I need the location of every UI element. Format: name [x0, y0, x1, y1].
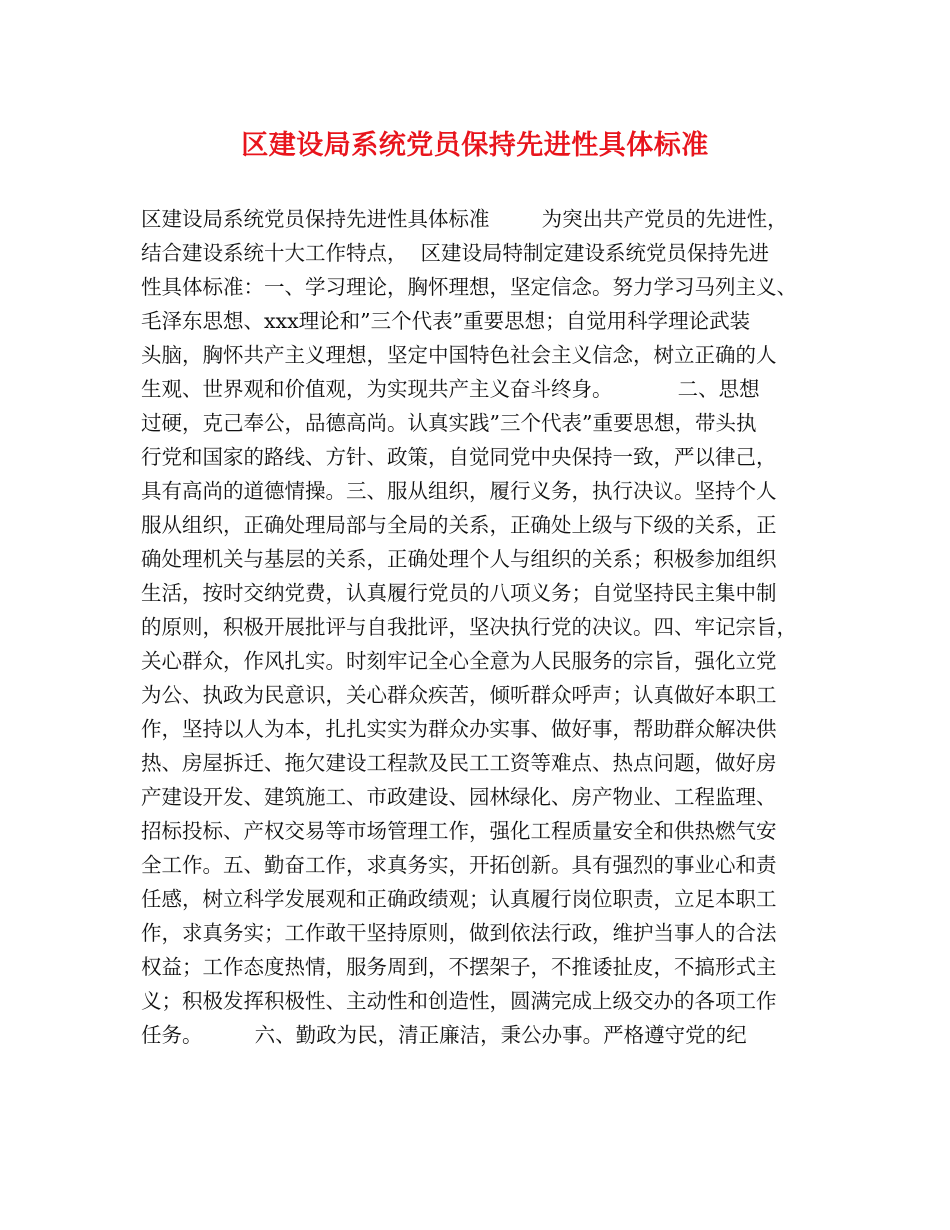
body-line: 产建设开发、建筑施工、市政建设、园林绿化、房产物业、工程监理、 — [141, 785, 777, 809]
document-body — [141, 202, 841, 1052]
body-line: 区建设局系统党员保持先进性具体标准 为突出共产党员的先进性， — [141, 207, 788, 231]
body-line: 招标投标、产权交易等市场管理工作，强化工程质量安全和供热燃气安 — [141, 819, 777, 843]
body-line: 头脑，胸怀共产主义理想，坚定中国特色社会主义信念，树立正确的人 — [141, 343, 777, 367]
body-line: 结合建设系统十大工作特点， 区建设局特制定建设系统党员保持先进 — [141, 241, 770, 265]
body-line: 作，求真务实；工作敢干坚持原则，做到依法行政，维护当事人的合法 — [141, 921, 777, 945]
body-line: 生活，按时交纳党费，认真履行党员的八项义务；自觉坚持民主集中制 — [141, 581, 777, 605]
body-line: 任感，树立科学发展观和正确政绩观；认真履行岗位职责，立足本职工 — [141, 887, 777, 911]
body-line: 的原则，积极开展批评与自我批评，坚决执行党的决议。四、牢记宗旨， — [141, 615, 797, 639]
body-line: 过硬，克己奉公，品德高尚。认真实践”三个代表”重要思想，带头执 — [141, 411, 757, 435]
body-line: 毛泽东思想、xxx理论和”三个代表”重要思想；自觉用科学理论武装 — [141, 309, 751, 333]
body-line: 关心群众，作风扎实。时刻牢记全心全意为人民服务的宗旨，强化立党 — [141, 649, 777, 673]
body-line: 任务。 六、勤政为民，清正廉洁，秉公办事。严格遵守党的纪 — [141, 1023, 747, 1047]
body-line: 为公、执政为民意识，关心群众疾苦，倾听群众呼声；认真做好本职工 — [141, 683, 777, 707]
body-line: 行党和国家的路线、方针、政策，自觉同党中央保持一致，严以律己， — [141, 445, 777, 469]
body-line: 热、房屋拆迁、拖欠建设工程款及民工工资等难点、热点问题，做好房 — [141, 751, 777, 775]
body-line: 权益；工作态度热情，服务周到，不摆架子，不推诿扯皮，不搞形式主 — [141, 955, 777, 979]
body-line: 具有高尚的道德情操。三、服从组织，履行义务，执行决议。坚持个人 — [141, 479, 777, 503]
body-line: 义；积极发挥积极性、主动性和创造性，圆满完成上级交办的各项工作 — [141, 989, 777, 1013]
body-line: 全工作。五、勤奋工作，求真务实，开拓创新。具有强烈的事业心和责 — [141, 853, 777, 877]
body-line: 作，坚持以人为本，扎扎实实为群众办实事、做好事，帮助群众解决供 — [141, 717, 777, 741]
document-title: 区建设局系统党员保持先进性具体标准 — [241, 130, 709, 161]
body-line: 服从组织，正确处理局部与全局的关系，正确处上级与下级的关系，正 — [141, 513, 777, 537]
body-line: 确处理机关与基层的关系，正确处理个人与组织的关系；积极参加组织 — [141, 547, 777, 571]
body-line: 生观、世界观和价值观，为实现共产主义奋斗终身。 二、思想 — [141, 377, 760, 401]
body-line: 性具体标准：一、学习理论，胸怀理想，坚定信念。努力学习马列主义、 — [141, 275, 797, 299]
